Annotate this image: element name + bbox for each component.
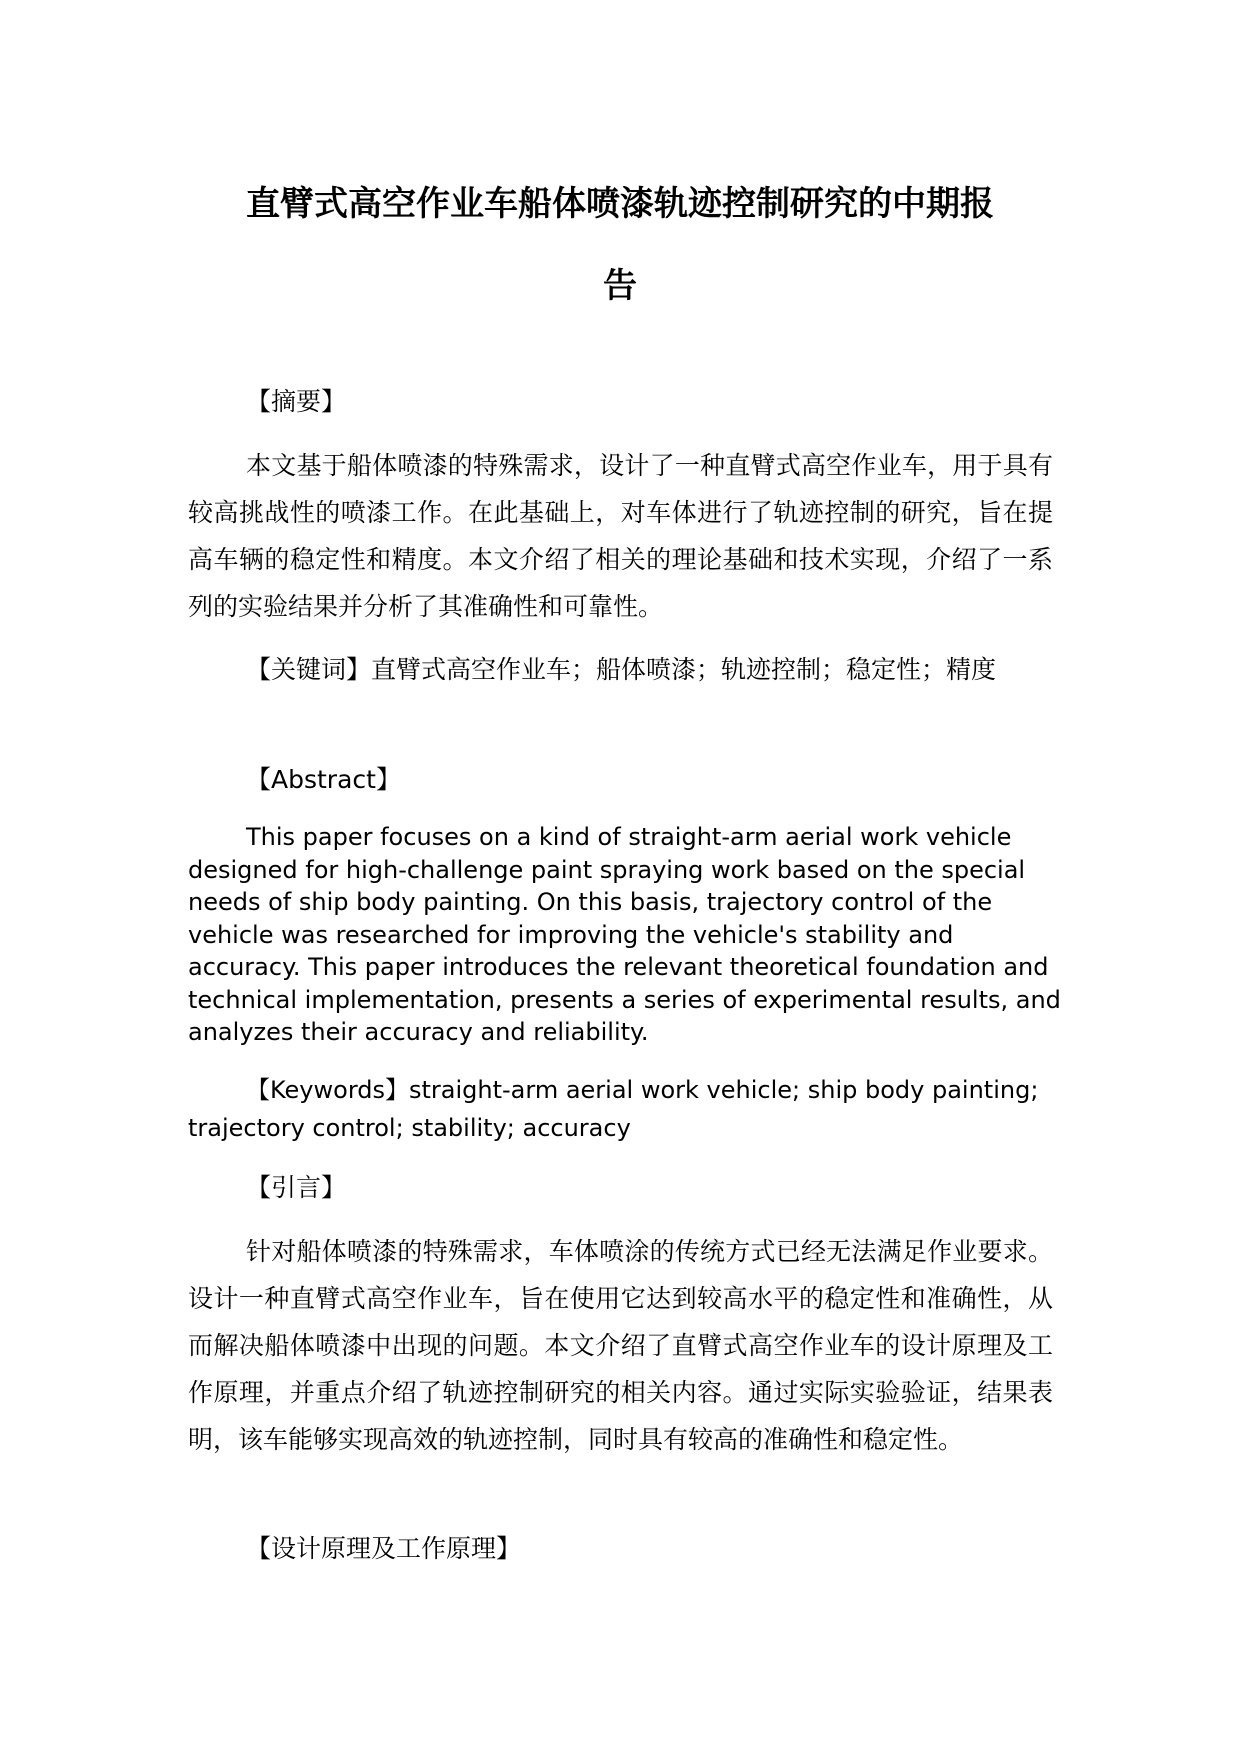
- keywords-en-paragraph: 【Keywords】straight-arm aerial work vehicle; ship body painting; trajectory control; stability; accuracy: [188, 1076, 1039, 1142]
- design-principle-heading: 【设计原理及工作原理】: [246, 1534, 522, 1563]
- abstract-en-heading: 【Abstract】: [246, 765, 401, 794]
- intro-heading: 【引言】: [246, 1173, 347, 1202]
- document-title-line-2: 告: [603, 266, 637, 306]
- abstract-cn-paragraph: 本文基于船体喷漆的特殊需求，设计了一种直臂式高空作业车，用于具有较高挑战性的喷漆工作。在此基础上，对车体进行了轨迹控制的研究，旨在提高车辆的稳定性和精度。本文介绍了相关的理论基础和技术实现，介绍了一系列的实验结果并分析了其准确性和可靠性。: [188, 451, 1053, 621]
- keywords-cn-paragraph: 【关键词】直臂式高空作业车；船体喷漆；轨迹控制；稳定性；精度: [246, 655, 997, 684]
- intro-paragraph: 针对船体喷漆的特殊需求，车体喷涂的传统方式已经无法满足作业要求。设计一种直臂式高空作业车，旨在使用它达到较高水平的稳定性和准确性，从而解决船体喷漆中出现的问题。本文介绍了直臂式高空作业车的设计原理及工作原理，并重点介绍了轨迹控制研究的相关内容。通过实际实验验证，结果表明，该车能够实现高效的轨迹控制，同时具有较高的准确性和稳定性。: [188, 1237, 1053, 1454]
- abstract-en-paragraph: This paper focuses on a kind of straight-arm aerial work vehicle designed for high-challenge paint spraying work based on the special needs of ship body painting. On this basis, trajectory control of the vehicle was researched for improving the vehicle's stability and accuracy. This paper introduces the relevant theoretical foundation and technical implementation, presents a series of experimental results, and analyzes their accuracy and reliability.: [188, 823, 1061, 1046]
- document-title-line-1: 直臂式高空作业车船体喷漆轨迹控制研究的中期报: [246, 184, 994, 224]
- abstract-cn-heading: 【摘要】: [246, 387, 347, 416]
